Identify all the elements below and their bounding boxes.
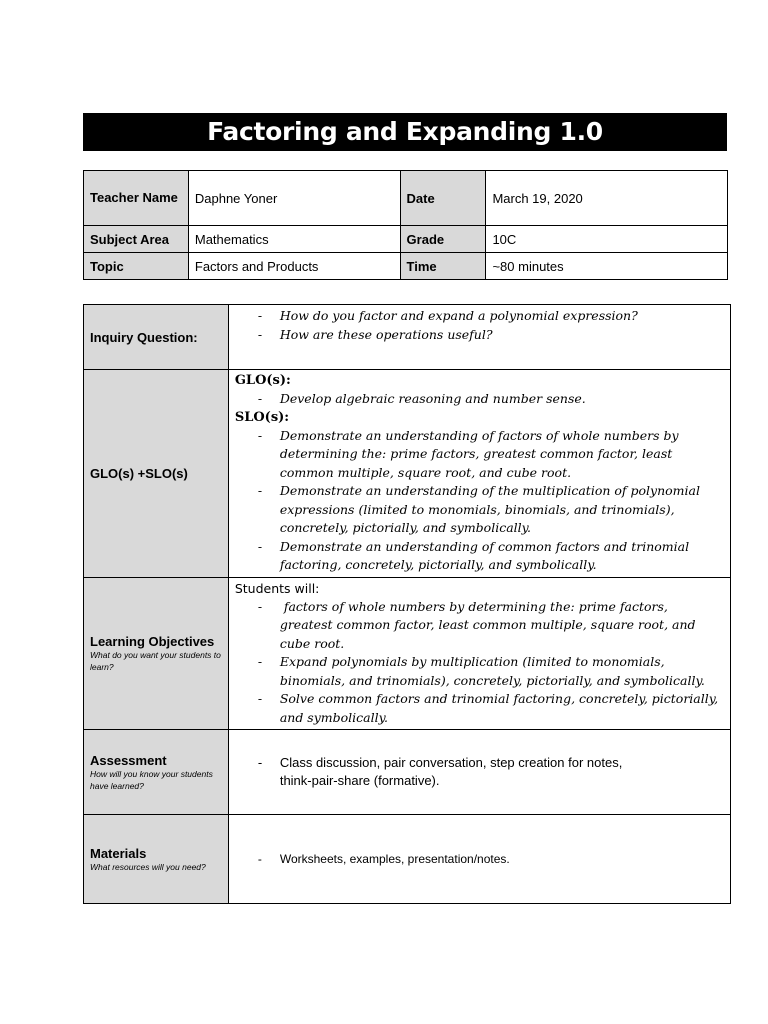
materials-label-cell [84,815,229,904]
teacher-label: Teacher Name [84,171,189,226]
objectives-label-cell [84,577,229,730]
slo-list [235,427,724,575]
teacher-value: Daphne Yoner [188,171,400,226]
grade-value: 10C [486,226,728,253]
objectives-sublabel: What do you want your students to learn? [90,649,221,672]
list-item: - Class discussion, pair conversation, step creation for notes, think-pair-share (formative). [235,754,724,791]
grade-label: Grade [400,226,486,253]
list-item: - Worksheets, examples, presentation/notes. [235,850,724,869]
materials-row [84,815,731,904]
time-value: ~80 minutes [486,253,728,280]
time-label: Time [400,253,486,280]
assessment-label-cell [84,730,229,815]
objectives-label: Learning Objectives [90,633,215,649]
document-title: Factoring and Expanding 1.0 [83,113,727,151]
assessment-content [228,730,730,815]
list-item: - How do you factor and expand a polynomial expression? [235,307,724,326]
glo-list [235,390,724,409]
inquiry-list [235,307,724,344]
info-row-subject [84,226,728,253]
info-row-teacher [84,171,728,226]
topic-value: Factors and Products [188,253,400,280]
materials-list [235,850,724,869]
lesson-plan-table [83,304,731,904]
date-label: Date [400,171,486,226]
list-item: - Expand polynomials by multiplication (limited to monomials, binomials, and trinomials), concretely, pictorially, and symbolically. [235,653,724,690]
inquiry-label: Inquiry Question: [84,305,229,370]
inquiry-content [228,305,730,370]
materials-label: Materials [90,845,147,861]
outcomes-label: GLO(s) +SLO(s) [84,370,229,578]
materials-content [228,815,730,904]
subject-label: Subject Area [84,226,189,253]
glo-heading: GLO(s): [234,373,291,388]
lesson-info-table [83,170,728,280]
slo-heading: SLO(s): [234,409,290,425]
assessment-row [84,730,731,815]
info-row-topic [84,253,728,280]
list-item: - factors of whole numbers by determining the: prime factors, greatest common factor, least common multiple, square root, and cube root. [235,598,724,654]
date-value: March 19, 2020 [486,171,728,226]
list-item: - How are these operations useful? [235,326,724,345]
assessment-sublabel: How will you know your students have learned? [90,768,213,791]
outcomes-row [84,370,731,578]
objectives-intro: Students will: [234,580,320,596]
list-item: - Demonstrate an understanding of factors of whole numbers by determining the: prime factors, greatest common factor, least common multiple, square root, and cube root. [235,427,724,483]
list-item: - Solve common factors and trinomial factoring, concretely, pictorially, and symbolically. [235,690,724,727]
inquiry-row [84,305,731,370]
list-item: - Develop algebraic reasoning and number sense. [235,390,724,409]
objectives-list [235,598,724,728]
objectives-row [84,577,731,730]
assessment-list [235,754,724,791]
outcomes-content [228,370,730,578]
objectives-content [228,577,730,730]
assessment-label: Assessment [90,752,167,768]
topic-label: Topic [84,253,189,280]
list-item: - Demonstrate an understanding of the multiplication of polynomial expressions (limited to monomials, binomials, and trinomials), concretely, pictorially, and symbolically. [235,482,724,538]
subject-value: Mathematics [188,226,400,253]
list-item: - Demonstrate an understanding of common factors and trinomial factoring, concretely, pictorially, and symbolically. [235,538,724,575]
materials-sublabel: What resources will you need? [90,861,206,872]
